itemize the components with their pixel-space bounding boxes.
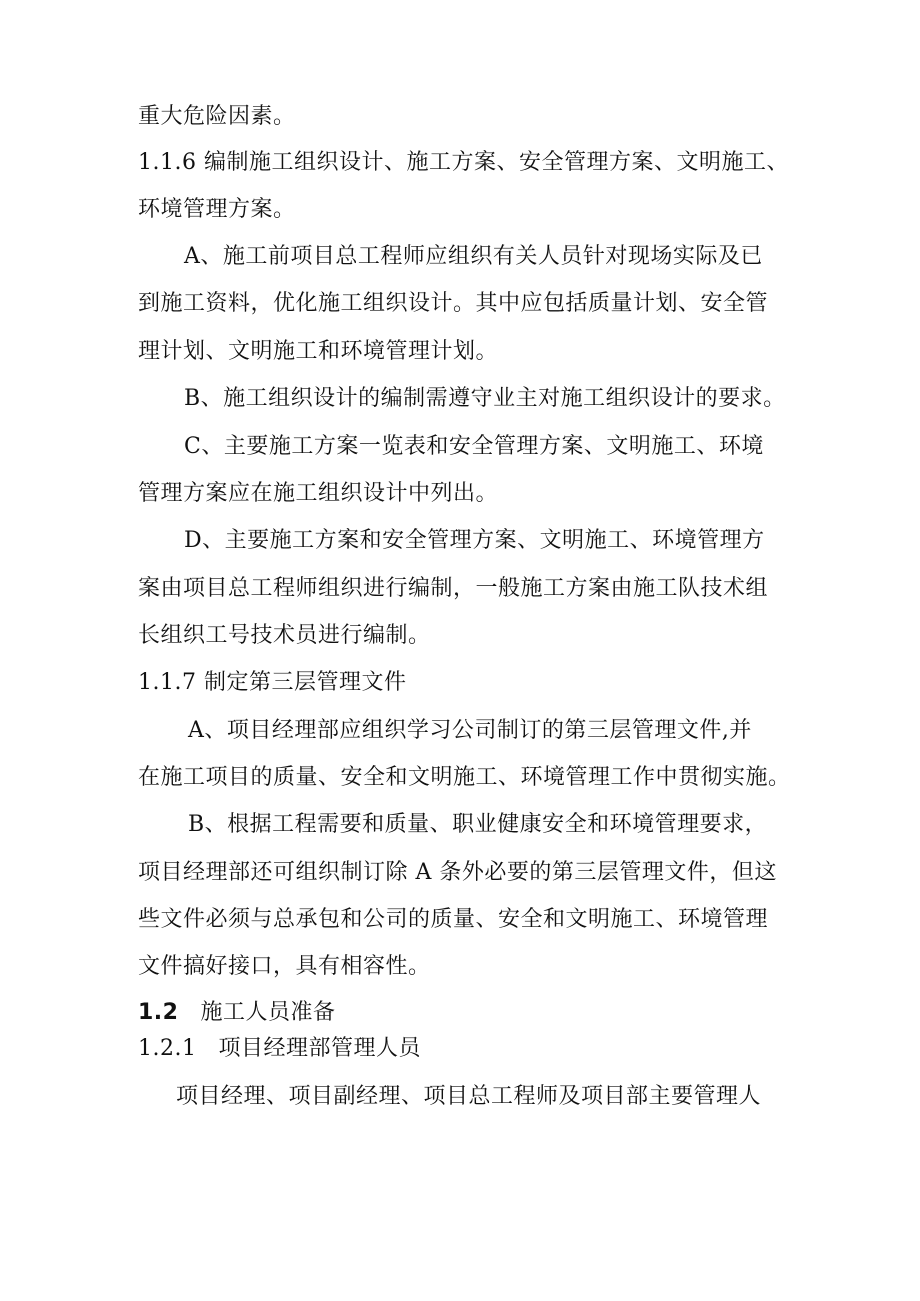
subsection-title: 项目经理部管理人员 xyxy=(218,1036,421,1061)
section-title: 施工人员准备 xyxy=(200,1000,336,1025)
subsection-heading-1-1-7: 1.1.7 制定第三层管理文件 xyxy=(138,670,407,695)
paragraph-line: A、项目经理部应组织学习公司制订的第三层管理文件,并 xyxy=(188,718,752,743)
paragraph-line: 项目经理、项目副经理、项目总工程师及项目部主要管理人 xyxy=(176,1084,762,1109)
paragraph-line: 环境管理方案。 xyxy=(138,197,296,222)
paragraph-line: 理计划、文明施工和环境管理计划。 xyxy=(138,339,499,364)
paragraph-line: 管理方案应在施工组织设计中列出。 xyxy=(138,481,499,506)
paragraph-line: 长组织工号技术员进行编制。 xyxy=(138,623,431,648)
paragraph-line: 些文件必须与总承包和公司的质量、安全和文明施工、环境管理 xyxy=(138,907,769,932)
paragraph-line: B、施工组织设计的编制需遵守业主对施工组织设计的要求。 xyxy=(184,386,786,411)
paragraph-line: 案由项目总工程师组织进行编制，一般施工方案由施工队技术组 xyxy=(138,576,769,601)
paragraph-line: 项目经理部还可组织制订除 A 条外必要的第三层管理文件，但这 xyxy=(138,860,777,885)
paragraph-line: 文件搞好接口，具有相容性。 xyxy=(138,954,431,979)
paragraph-line: 重大危险因素。 xyxy=(138,104,296,129)
section-heading-1-2 xyxy=(138,998,336,1028)
paragraph-line: D、主要施工方案和安全管理方案、文明施工、环境管理方 xyxy=(184,528,765,553)
paragraph-line: C、主要施工方案一览表和安全管理方案、文明施工、环境 xyxy=(184,434,764,459)
subsection-number: 1.2.1 xyxy=(138,1036,197,1061)
paragraph-line: B、根据工程需要和质量、职业健康安全和环境管理要求， xyxy=(188,812,768,837)
subsection-heading-1-2-1 xyxy=(138,1034,421,1064)
paragraph-line: 在施工项目的质量、安全和文明施工、环境管理工作中贯彻实施。 xyxy=(138,765,791,790)
subsection-heading-1-1-6: 1.1.6 编制施工组织设计、施工方案、安全管理方案、文明施工、 xyxy=(138,150,789,175)
paragraph-line: 到施工资料，优化施工组织设计。其中应包括质量计划、安全管 xyxy=(138,291,769,316)
section-number: 1.2 xyxy=(138,1000,179,1025)
paragraph-line: A、施工前项目总工程师应组织有关人员针对现场实际及已 xyxy=(184,244,763,269)
